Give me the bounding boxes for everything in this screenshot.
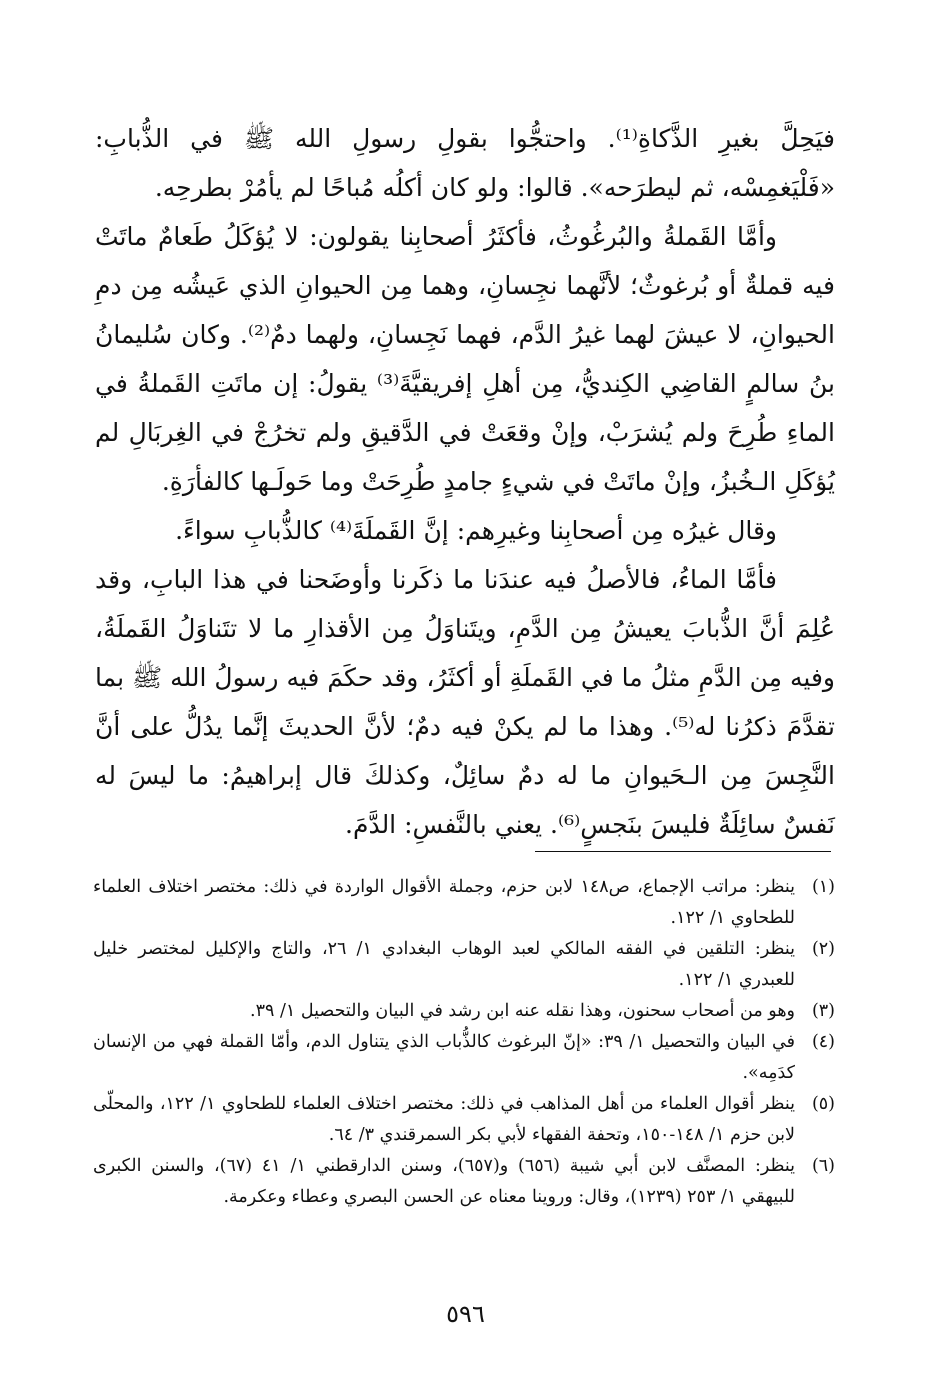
footnote-text: وهو من أصحاب سحنون، وهذا نقله عنه ابن رشد في البيان والتحصيل ١/ ٣٩. — [250, 1001, 795, 1021]
footnote — [93, 934, 835, 996]
paragraph-4: فأمَّا الماءُ، فالأصلُ فيه عندَنا ما ذكَرنا وأوضَحنا في هذا البابِ، وقد عُلِمَ أنَّ الذُّبابَ يعيشُ مِن الدَّمِ، ويتَناوَلُ مِن الأقذارِ ما لا تتَناوَلُ القَملَةُ، وفيه مِن الدَّمِ مثلُ ما في القَملَةِ أو أكثَرُ، وقد حكَمَ فيه رسولُ الله ﷺ بما تقدَّمَ ذكرُنا له⁽⁵⁾. وهذا ما لم يكنْ فيه دمٌ؛ لأنَّ الحديثَ إنَّما يدُلُّ على أنَّ النَّجِسَ مِن الـحَيوانِ ما له دمٌ سائِلٌ، وكذلكَ قال إبراهيمُ: ما ليسَ له نَفسٌ سائِلَةٌ فليسَ بنَجسٍ⁽⁶⁾. يعني بالنَّفسِ: الدَّمَ. — [95, 565, 835, 839]
paragraph-2: وأمَّا القَملةُ والبُرغُوثُ، فأكثَرُ أصحابِنا يقولون: لا يُؤكَلُ طَعامٌ ماتَتْ فيه قملةٌ أو بُرغوثٌ؛ لأنَّهما نجِسانِ، وهما مِن الحيوانِ الذي عَيشُه مِن دمِ الحيوانِ، لا عيشَ لهما غيرُ الدَّم، فهما نَجِسانِ، ولهما دمٌ⁽²⁾. وكان سُليمانُ بنُ سالمٍ القاضِي الكِنديُّ، مِن أهلِ إفريقيَّةَ⁽³⁾ يقولُ: إن ماتَتِ القَملةُ في الماءِ طُرِحَ ولم يُشرَبْ، وإنْ وقعَتْ في الدَّقيقِ ولم تخرُجْ في الغِربَالِ لم يُؤكَلِ الـخُبزُ، وإنْ ماتَتْ في شيءٍ جامدٍ طُرِحَتْ وما حَولَـها كالفأرَةِ. — [95, 222, 835, 496]
paragraph-1: فيَحِلَّ بغيرِ الذَّكاةِ⁽¹⁾. واحتجُّوا بقولِ رسولِ الله ﷺ في الذُّبابِ: «فَلْيَغمِسْه، ثم ليطرَحه». قالوا: ولو كان أكلُه مُباحًا لم يأمُرْ بطرحِه. — [95, 124, 835, 202]
footnote-number: (٤) — [811, 1032, 835, 1052]
footnote-number: (١) — [811, 877, 835, 897]
footnote — [93, 1027, 835, 1089]
footnote-text: ينظر أقوال العلماء من أهل المذاهب في ذلك: مختصر اختلاف العلماء للطحاوي ١/ ١٢٢، والمحلّى لابن حزم ١/ ١٤٨-١٥٠، وتحفة الفقهاء لأبي بكر السمرقندي ٣/ ٦٤. — [93, 1094, 796, 1145]
footnote-text: في البيان والتحصيل ١/ ٣٩: «إنّ البرغوث كالذُّباب الذي يتناول الدم، وأمّا القملة فهي من الإنسان كدَمِه». — [93, 1032, 795, 1083]
footnotes — [93, 872, 835, 1213]
footnote-text: ينظر: المصنَّف لابن أبي شيبة (٦٥٦) و(٦٥٧)، وسنن الدارقطني ١/ ٤١ (٦٧)، والسنن الكبرى للبيهقي ١/ ٢٥٣ (١٢٣٩)، وقال: وروينا معناه عن الحسن البصري وعطاء وعكرمة. — [93, 1156, 795, 1207]
footnote-separator — [535, 851, 831, 852]
footnote-text: ينظر: مراتب الإجماع، ص١٤٨ لابن حزم، وجملة الأقوال الواردة في ذلك: مختصر اختلاف العلماء للطحاوي ١/ ١٢٢. — [93, 877, 795, 928]
main-text — [95, 114, 835, 849]
footnote-text: ينظر: التلقين في الفقه المالكي لعبد الوهاب البغدادي ١/ ٢٦، والتاج والإكليل لمختصر خليل للعبدري ١/ ١٢٢. — [93, 939, 795, 990]
page-number: ٥٩٦ — [446, 1300, 485, 1328]
footnote-number: (٢) — [811, 939, 835, 959]
footnote — [93, 1151, 835, 1213]
footnote-number: (٣) — [811, 1001, 835, 1021]
footnote — [93, 996, 835, 1027]
footnote — [93, 872, 835, 934]
paragraph-3: وقال غيرُه مِن أصحابِنا وغيرِهم: إنَّ القَملَةَ⁽⁴⁾ كالذُّبابِ سواءً. — [175, 516, 777, 545]
footnote-number: (٥) — [811, 1094, 835, 1114]
footnote-number: (٦) — [811, 1156, 835, 1176]
footnote — [93, 1089, 835, 1151]
